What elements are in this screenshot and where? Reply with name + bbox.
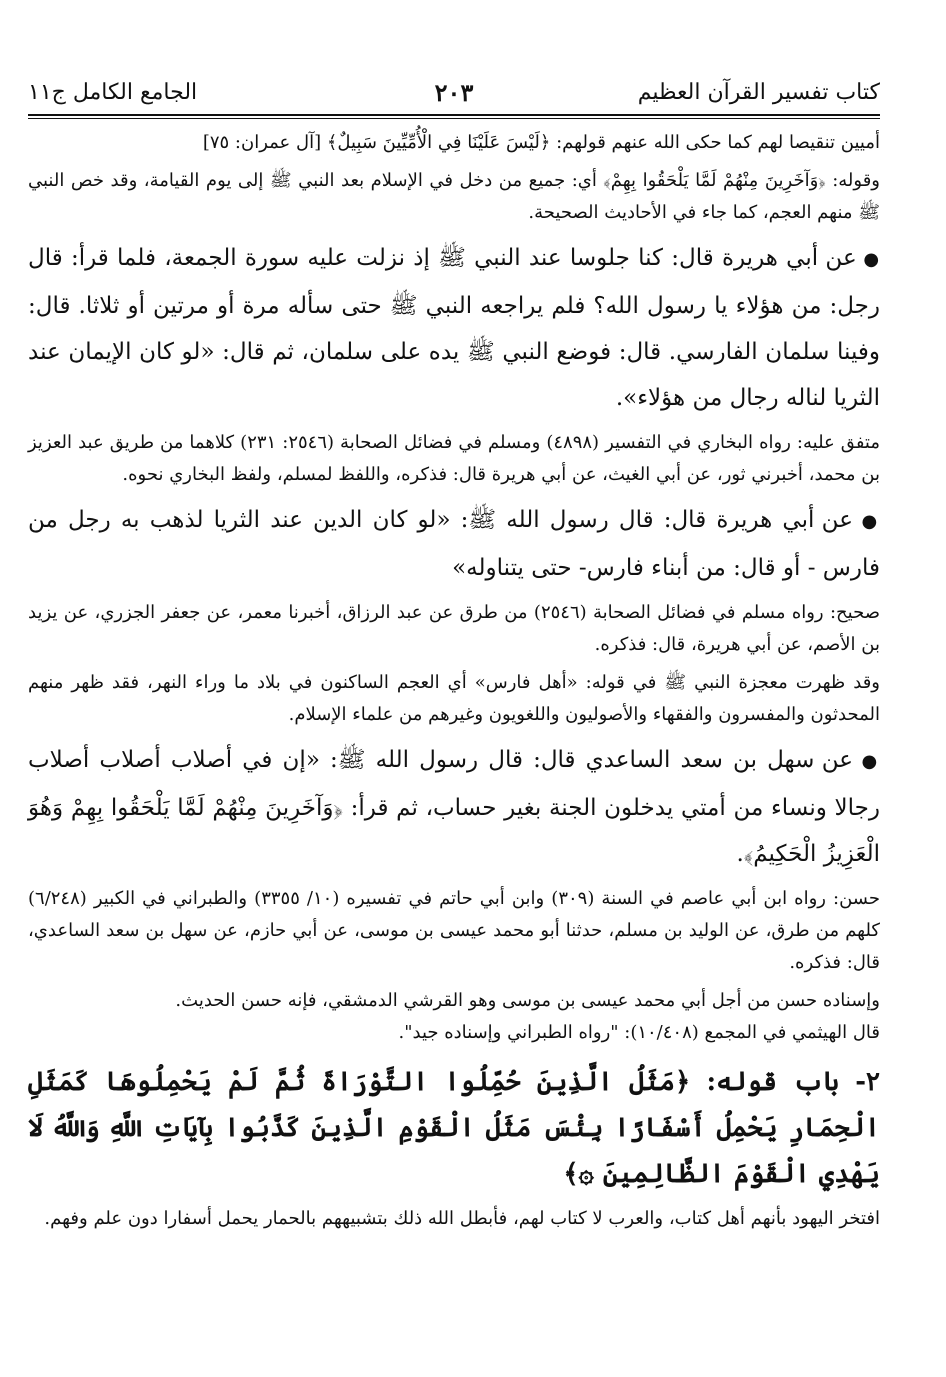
commentary-paragraph: وقد ظهرت معجزة النبي ﷺ في قوله: «أهل فارس» أي العجم الساكنون في بلاد ما وراء النهر، فقد ظهر منهم المحدثون والمفسرون والفقهاء والأصوليون واللغويون وغيرهم من علماء الإسلام. [28,672,880,725]
commentary-paragraph: وإسناده حسن من أجل أبي محمد عيسى بن موسى وهو القرشي الدمشقي، فإنه حسن الحديث. [175,990,880,1011]
document-page [28,70,880,1235]
takhrij-paragraph: صحيح: رواه مسلم في فضائل الصحابة (٢٥٤٦) من طرق عن عبد الرزاق، أخبرنا معمر، عن جعفر الجزري، عن يزيد بن الأصم، عن أبي هريرة، قال: فذكره. [28,602,880,655]
takhrij-paragraph: متفق عليه: رواه البخاري في التفسير (٤٨٩٨) ومسلم في فضائل الصحابة (٢٥٤٦: ٢٣١) كلاهما من طريق عبد العزيز بن محمد، أخبرني ثور، عن أبي الغيث، عن أبي هريرة قال: فذكره، واللفظ لمسلم، ولفظ البخاري نحوه. [28,432,881,485]
running-header [28,70,880,114]
book-title: كتاب تفسير القرآن العظيم [637,79,880,105]
hadith-paragraph: ● عن أبي هريرة قال: قال رسول الله ﷺ: «لو كان الدين عند الثريا لذهب به رجل من فارس - أو قال: من أبناء فارس- حتى يتناوله» [28,497,880,591]
hadith-paragraph: ● عن أبي هريرة قال: كنا جلوسا عند النبي ﷺ إذ نزلت عليه سورة الجمعة، فلما قرأ: قال رجل: من هؤلاء يا رسول الله؟ فلم يراجعه النبي ﷺ حتى سأله مرة أو مرتين أو ثلاثا. قال: وفينا سلمان الفارسي. قال: فوضع النبي ﷺ يده على سلمان، ثم قال: «لو كان الإيمان عند الثريا لناله رجال من هؤلاء». [28,235,880,421]
takhrij-paragraph: حسن: رواه ابن أبي عاصم في السنة (٣٠٩) وابن أبي حاتم في تفسيره (١٠/ ٣٣٥٥) والطبراني في الكبير (٦/٢٤٨) كلهم من طرق، عن الوليد بن مسلم، حدثنا أبو محمد عيسى بن موسى، عن أبي حازم، عن سهل بن سعد الساعدي، قال: فذكره. [28,888,880,973]
header-rule [28,114,880,119]
commentary-paragraph: افتخر اليهود بأنهم أهل كتاب، والعرب لا كتاب لهم، فأبطل الله ذلك بتشبيههم بالحمار يحمل أسفارا دون علم وفهم. [44,1208,880,1229]
commentary-paragraph: قال الهيثمي في المجمع (١٠/٤٠٨): "رواه الطبراني وإسناده جيد". [398,1022,880,1043]
body-text [28,127,880,1235]
series-title: الجامع الكامل ج١١ [28,79,198,105]
hadith-paragraph: ● عن سهل بن سعد الساعدي قال: قال رسول الله ﷺ: «إن في أصلاب أصلاب أصلاب رجالا ونساء من أمتي يدخلون الجنة بغير حساب، ثم قرأ: ﴿وَآخَرِينَ مِنْهُمْ لَمَّا يَلْحَقُوا بِهِمْ وَهُوَ الْعَزِيزُ الْحَكِيمُ﴾. [28,737,880,877]
section-heading: ٢- باب قوله: ﴿مَثَلُ الَّذِينَ حُمِّلُوا التَّوْرَاةَ ثُمَّ لَمْ يَحْمِلُوهَا كَمَثَلِ الْحِمَارِ يَحْمِلُ أَسْفَارًا بِئْسَ مَثَلُ الْقَوْمِ الَّذِينَ كَذَّبُوا بِآيَاتِ اللَّهِ وَاللَّهُ لَا يَهْدِي الْقَوْمَ الظَّالِمِينَ ۞﴾ [28,1067,880,1189]
paragraph: أميين تنقيصا لهم كما حكى الله عنهم قولهم: ﴿لَيْسَ عَلَيْنَا فِي الْأُمِّيِّينَ سَبِيلٌ﴾ [آل عمران: ٧٥] [202,132,880,153]
paragraph: وقوله: ﴿وَآخَرِينَ مِنْهُمْ لَمَّا يَلْحَقُوا بِهِمْ﴾ أي: جميع من دخل في الإسلام بعد النبي ﷺ إلى يوم القيامة، وقد خص النبي ﷺ منهم العجم، كما جاء في الأحاديث الصحيحة. [28,170,880,223]
page-number: ٢٠٣ [434,77,474,107]
